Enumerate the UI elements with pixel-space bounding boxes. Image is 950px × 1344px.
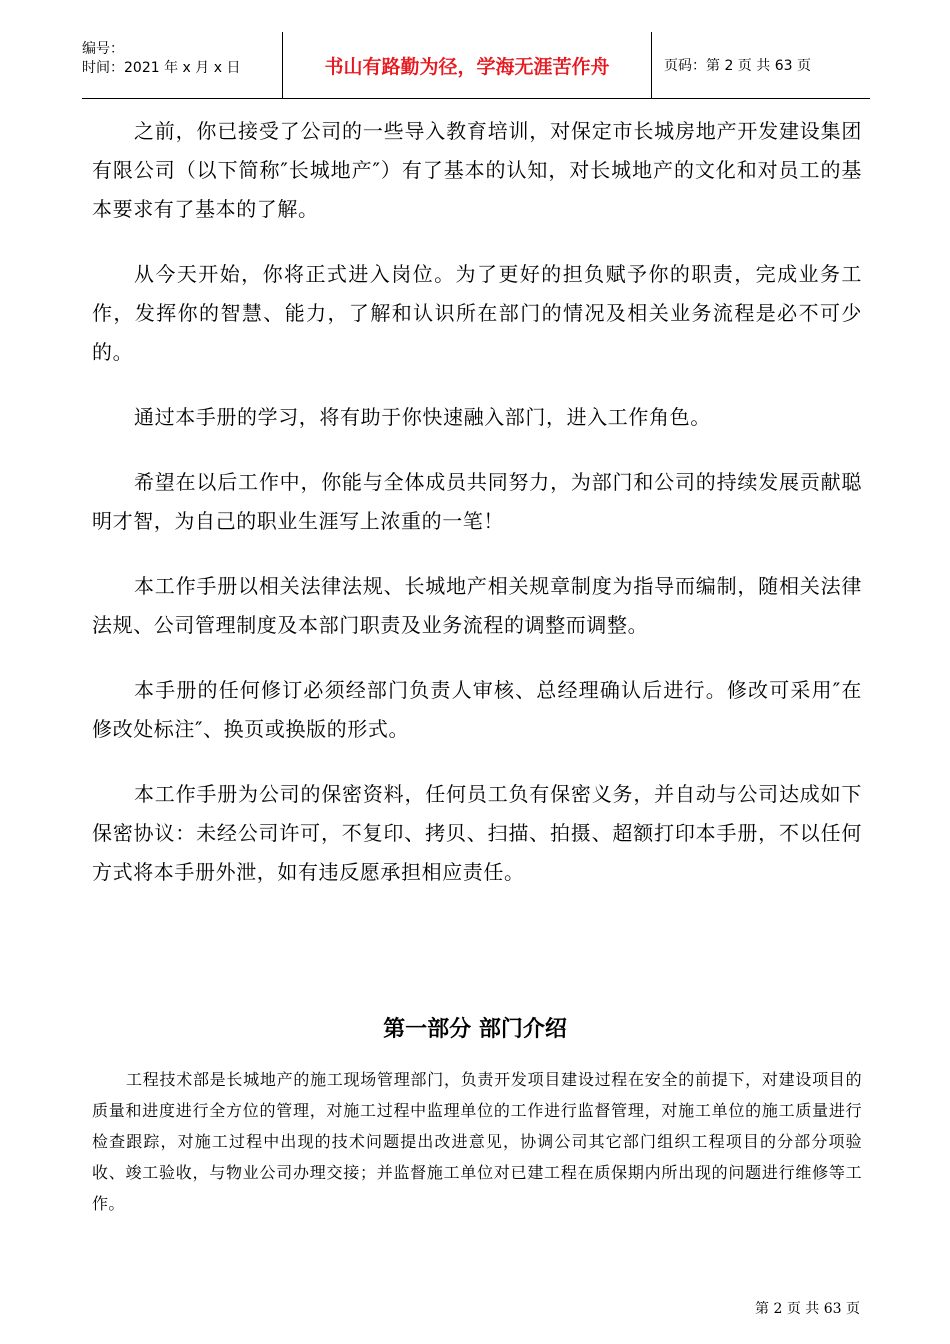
intro-paragraph-5: 本工作手册以相关法律法规、长城地产相关规章制度为指导而编制，随相关法律法规、公司管理制度及本部门职责及业务流程的调整而调整。 [92, 574, 862, 637]
header-motto: 书山有路勤为径，学海无涯苦作舟 [283, 32, 652, 98]
intro-paragraph-1: 之前，你已接受了公司的一些导入教育培训，对保定市长城房地产开发建设集团有限公司（以下简称″长城地产″）有了基本的认知，对长城地产的文化和对员工的基本要求有了基本的了解。 [92, 119, 862, 221]
page-header [82, 32, 870, 99]
header-page-label: 页码：第 2 页 共 63 页 [664, 58, 811, 74]
page-footer: 第 2 页 共 63 页 [755, 1301, 860, 1317]
section-title: 第一部分 部门介绍 [383, 1017, 567, 1042]
intro-content [92, 112, 862, 918]
header-meta [82, 32, 283, 98]
intro-paragraph-7: 本工作手册为公司的保密资料，任何员工负有保密义务，并自动与公司达成如下保密协议：未经公司许可，不复印、拷贝、扫描、拍摄、超额打印本手册，不以任何方式将本手册外泄，如有违反愿承担相应责任。 [92, 782, 862, 884]
section-body: 工程技术部是长城地产的施工现场管理部门，负责开发项目建设过程在安全的前提下，对建设项目的质量和进度进行全方位的管理，对施工过程中监理单位的工作进行监督管理，对施工单位的施工质量进行检查跟踪，对施工过程中出现的技术问题提出改进意见，协调公司其它部门组织工程项目的分部分项验收、竣工验收，与物业公司办理交接；并监督施工单位对已建工程在质保期内所出现的问题进行维修等工作。 [92, 1070, 862, 1213]
intro-paragraph-3: 通过本手册的学习，将有助于你快速融入部门，进入工作角色。 [134, 405, 711, 429]
intro-paragraph-2: 从今天开始，你将正式进入岗位。为了更好的担负赋予你的职责，完成业务工作，发挥你的智慧、能力，了解和认识所在部门的情况及相关业务流程是必不可少的。 [92, 262, 862, 364]
intro-paragraph-4: 希望在以后工作中，你能与全体成员共同努力，为部门和公司的持续发展贡献聪明才智，为自己的职业生涯写上浓重的一笔！ [92, 470, 862, 533]
doc-number-label: 编号： [82, 41, 124, 57]
intro-paragraph-6: 本手册的任何修订必须经部门负责人审核、总经理确认后进行。修改可采用″在修改处标注″、换页或换版的形式。 [92, 678, 862, 741]
doc-date-label: 时间：2021 年 x 月 x 日 [82, 60, 241, 76]
